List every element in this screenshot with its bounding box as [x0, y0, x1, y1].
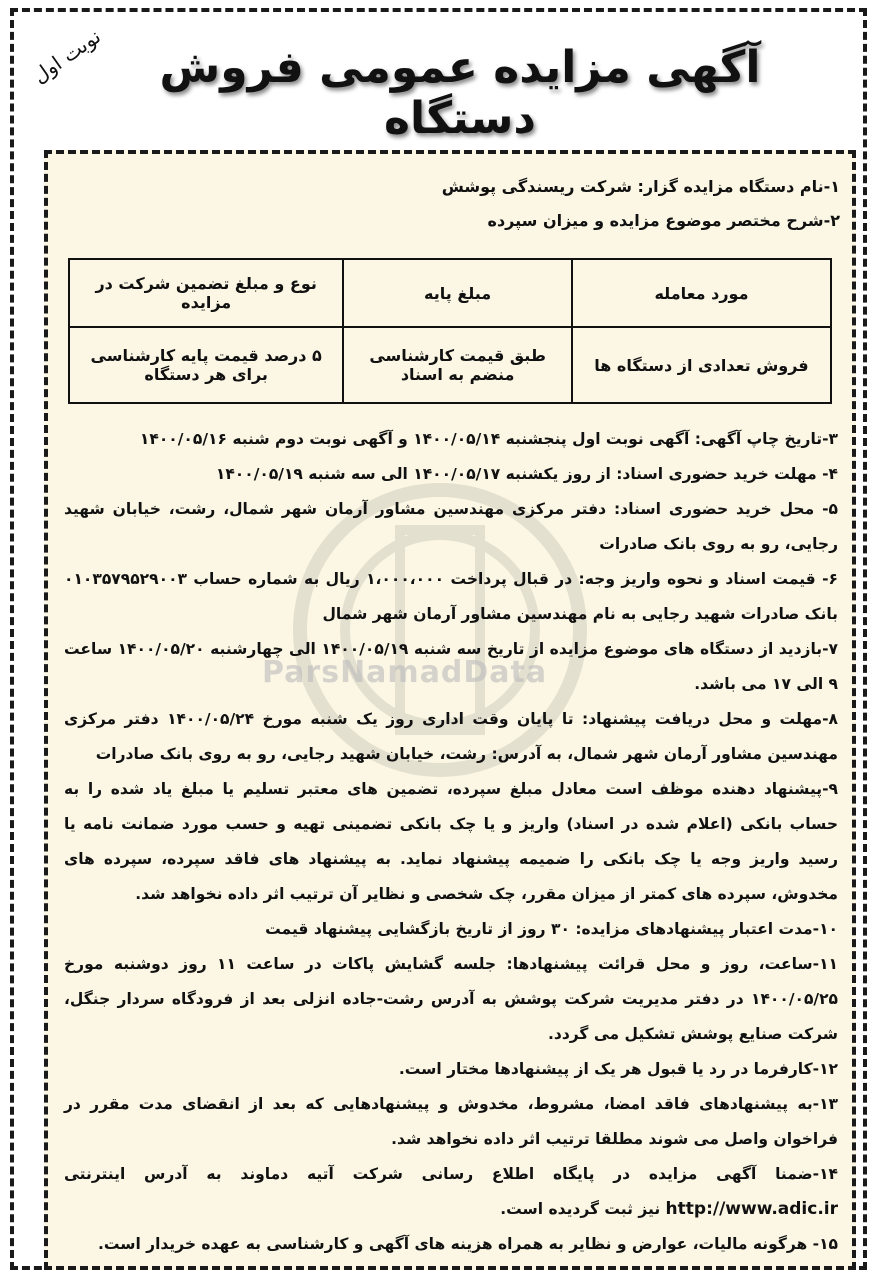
list-item: ۳-تاریخ چاپ آگهی: آگهی نوبت اول پنجشنبه ۱۴۰۰/۰۵/۱۴ و آگهی نوبت دوم شنبه ۱۴۰۰/۰۵/۱۶ [139, 430, 838, 448]
table-cell: ۵ درصد قیمت پایه کارشناسی برای هر دستگاه [69, 327, 343, 403]
list-item: ۸-مهلت و محل دریافت پیشنهاد: تا پایان وقت اداری روز یک شنبه مورخ ۱۴۰۰/۰۵/۲۴ دفتر مرکزی مهندسین مشاور آرمان شهر شمال، به آدرس: رشت، خیابان شهید رجایی، رو به روی بانک صادرات [64, 710, 838, 763]
notice-items [64, 422, 838, 1262]
intro-section [64, 170, 840, 238]
page-title: آگهی مزایده عمومی فروش دستگاه [159, 42, 761, 144]
list-item: ۱۵- هرگونه مالیات، عوارض و نظایر به همراه هزینه های آگهی و کارشناسی به عهده خریدار است. [97, 1235, 838, 1253]
list-item: ۱۲-کارفرما در رد یا قبول هر یک از پیشنهادها مختار است. [398, 1060, 838, 1078]
adic-link[interactable]: http://www.adic.ir [665, 1199, 838, 1219]
list-item: ۵- محل خرید حضوری اسناد: دفتر مرکزی مهندسین مشاور آرمان شهر شمال، رشت، خیابان شهید رجایی، رو به روی بانک صادرات [64, 500, 838, 553]
table-cell: فروش تعدادی از دستگاه ها [572, 327, 831, 403]
item14-before: ۱۴-ضمنا آگهی مزایده در پایگاه اطلاع رسانی شرکت آتیه دماوند به آدرس اینترنتی [64, 1165, 838, 1183]
table-header-cell: مورد معامله [572, 259, 831, 327]
auction-table [68, 258, 832, 404]
list-item: ۱۳-به پیشنهادهای فاقد امضا، مشروط، مخدوش و پیشنهادهایی که بعد از انقضای مدت مقرر در فراخوان واصل می شوند مطلقا ترتیب اثر داده نخواهد شد. [64, 1095, 838, 1148]
item14-after: نیز ثبت گردیده است. [500, 1200, 661, 1218]
table-row [69, 327, 831, 403]
table-header-row [69, 259, 831, 327]
list-item: ۶- قیمت اسناد و نحوه واریز وجه: در قبال پرداخت ۱،۰۰۰،۰۰۰ ریال به شماره حساب ۰۱۰۳۵۷۹۵۲۹۰۰۳ بانک صادرات شهید رجایی به نام مهندسین مشاور آرمان شهر شمال [64, 570, 838, 623]
intro-line-1: ۱-نام دستگاه مزایده گزار: شرکت ریسندگی پوشش [441, 177, 840, 196]
intro-line-2: ۲-شرح مختصر موضوع مزایده و میزان سپرده [487, 211, 840, 230]
list-item: ۱۱-ساعت، روز و محل قرائت پیشنهادها: جلسه گشایش پاکات در ساعت ۱۱ روز دوشنبه مورخ ۱۴۰۰/۰۵/۲۵ در دفتر مدیریت شرکت پوشش به آدرس رشت-جاده انزلی بعد از فرودگاه سردار جنگل، شرکت صنایع پوشش تشکیل می گردد. [64, 955, 838, 1043]
watermark-text: ParsNamadData [262, 655, 548, 690]
round-label: نوبت اول [28, 24, 106, 88]
list-item: ۹-پیشنهاد دهنده موظف است معادل مبلغ سپرده، تضمین های معتبر تسلیم یا مبلغ یاد شده را به حساب بانکی (اعلام شده در اسناد) واریز و یا چک بانکی تضمینی تهیه و حسب مورد ضمانت نامه یا رسید واریز وجه یا چک بانکی را ضمیمه پیشنهاد نماید. به پیشنهاد های فاقد سپرده، سپرده های مخدوش، سپرده های کمتر از میزان مقرر، چک شخصی و نظایر آن ترتیب اثر داده نخواهد شد. [64, 780, 838, 903]
table-header-cell: نوع و مبلغ تضمین شرکت در مزایده [69, 259, 343, 327]
table-cell: طبق قیمت کارشناسی منضم به اسناد [343, 327, 572, 403]
list-item: ۴- مهلت خرید حضوری اسناد: از روز یکشنبه ۱۴۰۰/۰۵/۱۷ الی سه شنبه ۱۴۰۰/۰۵/۱۹ [215, 465, 838, 483]
list-item-14 [64, 1157, 838, 1227]
list-item: ۷-بازدید از دستگاه های موضوع مزایده از تاریخ سه شنبه ۱۴۰۰/۰۵/۱۹ الی چهارشنبه ۱۴۰۰/۰۵/۲۰ ساعت ۹ الی ۱۷ می باشد. [64, 640, 838, 693]
list-item: ۱۰-مدت اعتبار پیشنهادهای مزایده: ۳۰ روز از تاریخ بازگشایی پیشنهاد قیمت [265, 920, 838, 938]
table-header-cell: مبلغ پایه [343, 259, 572, 327]
